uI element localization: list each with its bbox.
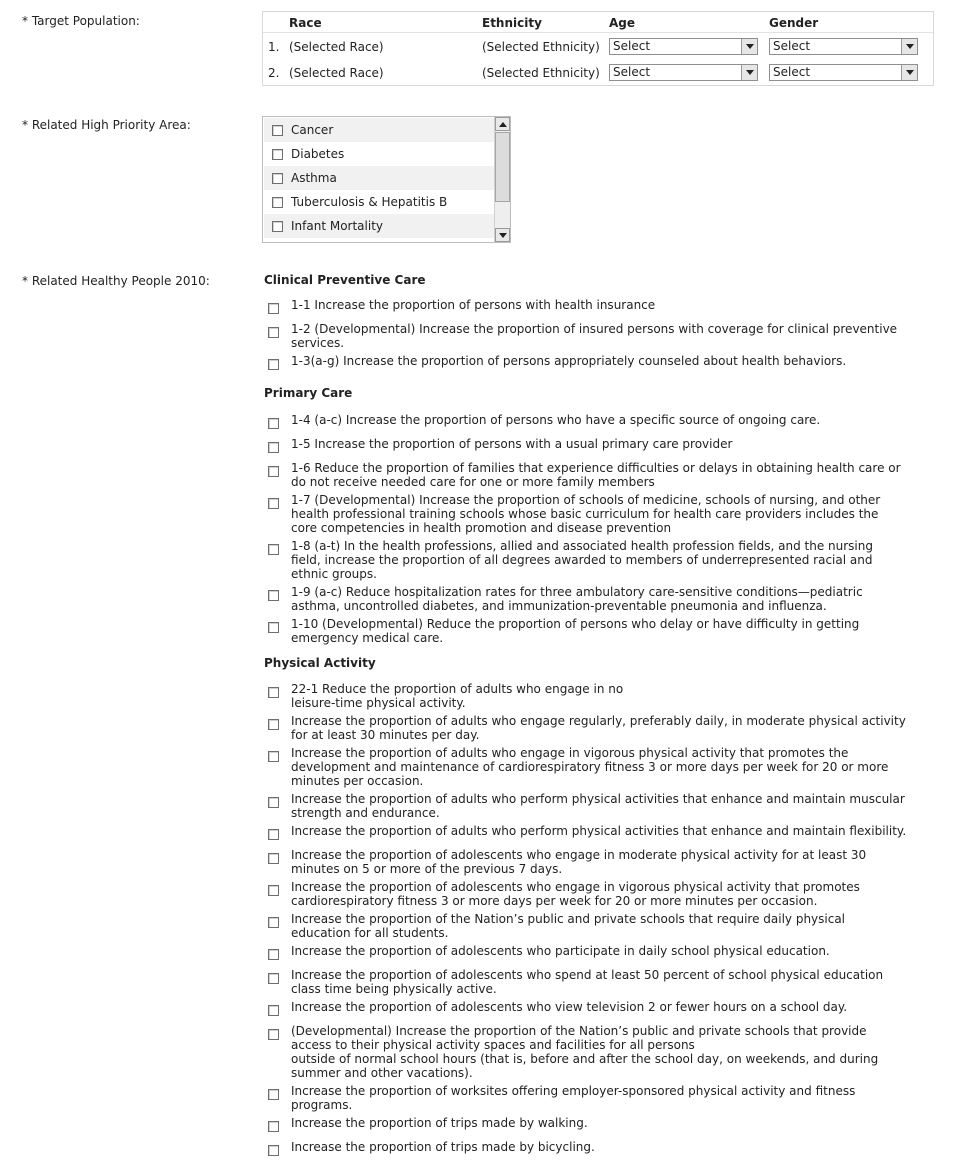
listbox-scrollbar[interactable]: [494, 117, 510, 242]
objective-text: Increase the proportion of worksites offering employer-sponsored physical activity and fitness programs.: [291, 1084, 856, 1112]
list-item[interactable]: [264, 118, 494, 142]
age-select-value: Select: [613, 39, 651, 53]
objective-text: Increase the proportion of adolescents who participate in daily school physical education.: [291, 944, 830, 958]
selected-race: (Selected Race): [289, 66, 384, 80]
objective-checkbox[interactable]: [268, 590, 279, 601]
section-title-physical-activity: Physical Activity: [264, 656, 376, 670]
chevron-down-icon[interactable]: [741, 65, 757, 80]
objective-checkbox[interactable]: [268, 751, 279, 762]
gender-select-1[interactable]: [769, 38, 918, 55]
objective-checkbox[interactable]: [268, 1089, 279, 1100]
objective-text: 1-7 (Developmental) Increase the proportion of schools of medicine, schools of nursing, and other health professional training schools whose basic curriculum for health care providers includes the core competencies in health promotion and disease prevention: [291, 493, 881, 535]
objective-checkbox[interactable]: [268, 973, 279, 984]
objective-text: 1-3(a-g) Increase the proportion of persons appropriately counseled about health behaviors.: [291, 354, 847, 368]
cancer-checkbox[interactable]: [272, 125, 283, 136]
chevron-down-icon: [499, 233, 507, 238]
ethnicity-header: Ethnicity: [482, 16, 542, 30]
list-item-label: Infant Mortality: [291, 219, 384, 233]
scroll-up-button[interactable]: [495, 117, 510, 131]
objective-checkbox[interactable]: [268, 719, 279, 730]
section-title-clinical-preventive-care: Clinical Preventive Care: [264, 273, 426, 287]
header-divider: [263, 32, 933, 33]
objective-checkbox[interactable]: [268, 622, 279, 633]
objective-text: 1-1 Increase the proportion of persons with health insurance: [291, 298, 656, 312]
objective-checkbox[interactable]: [268, 1005, 279, 1016]
objective-checkbox[interactable]: [268, 1145, 279, 1156]
selected-race: (Selected Race): [289, 40, 384, 54]
diabetes-checkbox[interactable]: [272, 149, 283, 160]
objective-text: Increase the proportion of adults who perform physical activities that enhance and maintain flexibility.: [291, 824, 907, 838]
objective-checkbox[interactable]: [268, 418, 279, 429]
section-title-primary-care: Primary Care: [264, 386, 353, 400]
objective-text: Increase the proportion of adults who engage regularly, preferably daily, in moderate physical activity for at least 30 minutes per day.: [291, 714, 906, 742]
selected-ethnicity: (Selected Ethnicity): [482, 66, 600, 80]
chevron-down-icon[interactable]: [901, 39, 917, 54]
objective-checkbox[interactable]: [268, 917, 279, 928]
objective-text: Increase the proportion of trips made by walking.: [291, 1116, 588, 1130]
target-population-label: * Target Population:: [22, 14, 140, 28]
objective-checkbox[interactable]: [268, 853, 279, 864]
age-select-1[interactable]: [609, 38, 758, 55]
objective-text: 1-10 (Developmental) Reduce the proportion of persons who delay or have difficulty in getting emergency medical care.: [291, 617, 860, 645]
objective-checkbox[interactable]: [268, 466, 279, 477]
priority-area-label: * Related High Priority Area:: [22, 118, 191, 132]
objective-text: 22-1 Reduce the proportion of adults who engage in no leisure-time physical activity.: [291, 682, 624, 710]
objective-checkbox[interactable]: [268, 1029, 279, 1040]
list-item-label: Tuberculosis & Hepatitis B: [291, 195, 448, 209]
objective-text: 1-9 (a-c) Reduce hospitalization rates for three ambulatory care-sensitive conditions—pediatric asthma, uncontrolled diabetes, and immunization-preventable pneumonia and influenza.: [291, 585, 863, 613]
objective-text: 1-2 (Developmental) Increase the proportion of insured persons with coverage for clinical preventive services.: [291, 322, 898, 350]
objective-text: 1-6 Reduce the proportion of families that experience difficulties or delays in obtaining health care or do not receive needed care for one or more family members: [291, 461, 901, 489]
list-item-label: Asthma: [291, 171, 337, 185]
objective-text: 1-4 (a-c) Increase the proportion of persons who have a specific source of ongoing care.: [291, 413, 821, 427]
gender-select-2[interactable]: [769, 64, 918, 81]
objective-checkbox[interactable]: [268, 303, 279, 314]
objective-text: Increase the proportion of the Nation’s public and private schools that require daily physical education for all students.: [291, 912, 846, 940]
objective-text: (Developmental) Increase the proportion of the Nation’s public and private schools that provide access to their physical activity spaces and facilities for all persons outside of normal school hours (that is, before and after the school day, on weekends, and during summer and other vacations).: [291, 1024, 879, 1080]
gender-select-value: Select: [773, 39, 811, 53]
age-select-2[interactable]: [609, 64, 758, 81]
infant-mortality-checkbox[interactable]: [272, 221, 283, 232]
row-number: 1.: [268, 40, 280, 54]
objective-text: Increase the proportion of adolescents who engage in vigorous physical activity that promotes cardiorespiratory fitness 3 or more days per week for 20 or more minutes per occasion.: [291, 880, 860, 908]
scroll-down-button[interactable]: [495, 228, 510, 242]
selected-ethnicity: (Selected Ethnicity): [482, 40, 600, 54]
objective-checkbox[interactable]: [268, 949, 279, 960]
asthma-checkbox[interactable]: [272, 173, 283, 184]
objective-text: Increase the proportion of adolescents who spend at least 50 percent of school physical education class time being physically active.: [291, 968, 884, 996]
list-item-label: Cancer: [291, 123, 334, 137]
objective-text: Increase the proportion of adolescents who engage in moderate physical activity for at least 30 minutes on 5 or more of the previous 7 days.: [291, 848, 867, 876]
healthy-people-label: * Related Healthy People 2010:: [22, 274, 210, 288]
objective-text: 1-5 Increase the proportion of persons with a usual primary care provider: [291, 437, 733, 451]
row-number: 2.: [268, 66, 280, 80]
priority-area-listbox[interactable]: [262, 116, 511, 243]
objective-checkbox[interactable]: [268, 544, 279, 555]
objective-text: 1-8 (a-t) In the health professions, allied and associated health profession fields, and the nursing field, increase the proportion of all degrees awarded to members of underrepresented racial and ethnic groups.: [291, 539, 873, 581]
objective-checkbox[interactable]: [268, 442, 279, 453]
objective-checkbox[interactable]: [268, 359, 279, 370]
objective-text: Increase the proportion of adults who perform physical activities that enhance and maintain muscular strength and endurance.: [291, 792, 905, 820]
objective-checkbox[interactable]: [268, 1121, 279, 1132]
objective-checkbox[interactable]: [268, 498, 279, 509]
age-select-value: Select: [613, 65, 651, 79]
gender-header: Gender: [769, 16, 819, 30]
list-item[interactable]: [264, 214, 494, 238]
chevron-down-icon[interactable]: [741, 39, 757, 54]
objective-text: Increase the proportion of trips made by bicycling.: [291, 1140, 595, 1154]
chevron-down-icon[interactable]: [901, 65, 917, 80]
objective-checkbox[interactable]: [268, 885, 279, 896]
objective-checkbox[interactable]: [268, 797, 279, 808]
list-item-label: Diabetes: [291, 147, 345, 161]
target-population-table: [262, 11, 934, 86]
race-header: Race: [289, 16, 322, 30]
objective-checkbox[interactable]: [268, 327, 279, 338]
chevron-up-icon: [499, 122, 507, 127]
tuberculosis-checkbox[interactable]: [272, 197, 283, 208]
gender-select-value: Select: [773, 65, 811, 79]
list-item[interactable]: [264, 190, 494, 214]
age-header: Age: [609, 16, 636, 30]
list-item[interactable]: [264, 166, 494, 190]
objective-checkbox[interactable]: [268, 687, 279, 698]
objective-text: Increase the proportion of adolescents who view television 2 or fewer hours on a school day.: [291, 1000, 848, 1014]
list-item[interactable]: [264, 142, 494, 166]
objective-text: Increase the proportion of adults who engage in vigorous physical activity that promotes the development and maintenance of cardiorespiratory fitness 3 or more days per week for 20 or more minutes per occasion.: [291, 746, 889, 788]
objective-checkbox[interactable]: [268, 829, 279, 840]
scrollbar-thumb[interactable]: [495, 132, 510, 202]
